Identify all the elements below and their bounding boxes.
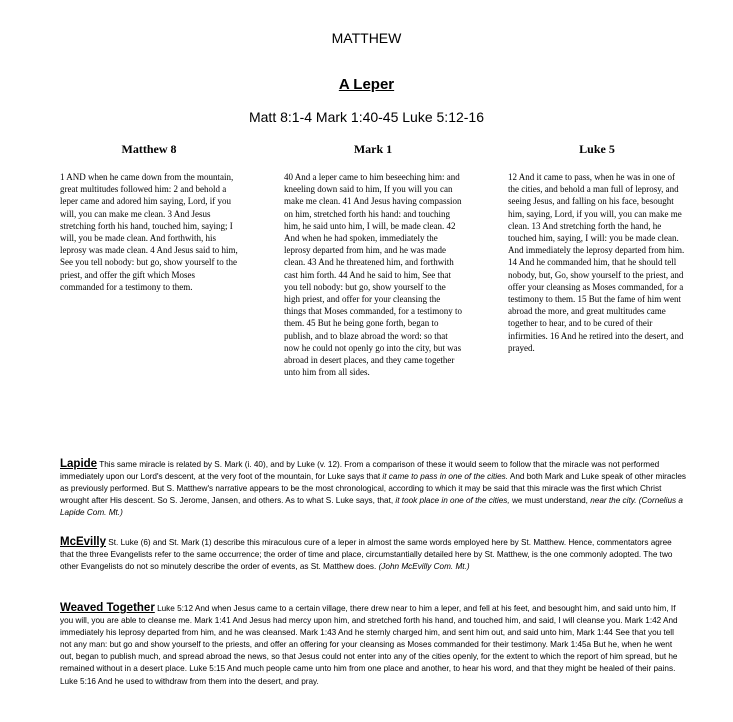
- commentary-weaved-together: [60, 602, 686, 688]
- commentary-text: Luke 5:12 And when Jesus came to a certain village, there drew near to him a leper, and fell at his feet, and besought him, and said unto him, If you will, you are able to cleanse me. Mark 1:41 And Jesus had mercy upon him, and stretched forth his hand, and touched him, and said, I will cleanse you. Mark 1:42 And immediately his leprosy departed from him, and he was cleansed. Mark 1:43 And he sternly charged him, and sent him out, and said unto him, Mark 1:44 See that you tell not any man: but go and show yourself to the priests, and offer an offering for your cleansing as Moses commanded for their testimony. Mark 1:45a But he, when he went out, began to publish much, and spread abroad the news, so that Jesus could not enter into any of the cities openly, for the extent to which the report of him spread, but he remained without in a desert place. Luke 5:15 And much people came unto him from one place and another, to hear his word, and that they might be healed of their pains. Luke 5:16 And he used to withdraw from them into the desert, and pray.: [60, 604, 678, 686]
- column-heading: Matthew 8: [121, 142, 177, 156]
- luke-column: [508, 142, 686, 354]
- scripture-references: Matt 8:1-4 Mark 1:40-45 Luke 5:12-16: [248, 109, 485, 125]
- column-text: 12 And it came to pass, when he was in one of the cities, and behold a man full of leprosy, and seeing Jesus, and falling on his face, besought him, saying, Lord, if you will, you can make me clean. 13 And stretching forth the hand, he touched him, saying, I will: you be made clean. And immediately the leprosy departed from him. 14 And he commanded him, that he should tell nobody, but, Go, show yourself to the priest, and offer your cleansing as Moses commanded, for a testimony to them. 15 But the fame of him went abroad the more, and great multitudes came together to hear, and to be cured of their infirmities. 16 And he retired into the desert, and prayed.: [508, 172, 685, 353]
- column-heading: Mark 1: [353, 142, 393, 156]
- commentary-lapide: [60, 458, 686, 519]
- matthew-column: [60, 142, 238, 293]
- commentary-label: McEvilly: [60, 536, 107, 548]
- commentary-italic: it took place in one of the cities,: [395, 496, 510, 506]
- commentary-label: Lapide: [60, 458, 98, 470]
- commentary-italic: near the city. (Cornelius a Lapide Com. Mt.): [60, 496, 683, 518]
- commentary-mcevilly: [60, 536, 686, 573]
- commentary-text: This same miracle is related by S. Mark (i. 40), and by Luke (v. 12). From a comparison of these it would seem to follow that the miracle was not performed immediately upon our Lord's descent, at the very foot of the mountain, for Luke says that: [60, 460, 660, 482]
- commentary-text: we must understand,: [509, 496, 591, 506]
- commentary-text: St. Luke (6) and St. Mark (1) describe this miraculous cure of a leper in almost the same words employed here by St. Matthew. Hence, commentators agree that the three Evangelists refer to the same occurrence; the order of time and place, circumstantially detailed here by St. Matthew, is the one commonly adopted. The two other Evangelists do not so minutely describe the order of events, as St. Matthew does.: [60, 538, 673, 572]
- commentary-italic: (John McEvilly Com. Mt.): [378, 562, 470, 572]
- book-title: MATTHEW: [331, 30, 402, 46]
- column-text: 40 And a leper came to him beseeching him: and kneeling down said to him, If you will you can make me clean. 41 And Jesus having compassion on him, stretched forth his hand: and touching him, he said unto him, I will, be made clean. 42 And when he had spoken, immediately the leprosy departed from him, and he was made clean. 43 And he threatened him, and forthwith cast him forth. 44 And he said to him, See that you tell nobody: but go, show yourself to the high priest, and offer for your cleansing the things that Moses commanded, for a testimony to them. 45 But he being gone forth, began to publish, and to blaze abroad the word: so that now he could not openly go into the city, but was abroad in desert places, and they came together unto him from all sides.: [284, 172, 462, 378]
- mark-column: [284, 142, 462, 378]
- commentary-italic: it came to pass in one of the cities.: [382, 472, 509, 482]
- commentary-text: And both Mark and Luke speak of other miracles as previously performed. But S. Matthew's narrative appears to be the most chronological, according to which it may be said that this miracle was the first which Christ wrought after His descent. So S. Jerome, Jansen, and others. As to what S. Luke says, that,: [60, 472, 686, 506]
- column-text: 1 AND when he came down from the mountain, great multitudes followed him: 2 and behold a leper came and adored him saying, Lord, if you will, you can make me clean. 3 And Jesus stretching forth his hand, touched him, saying; I will, you be made clean. And forthwith, his leprosy was made clean. 4 And Jesus said to him, See you tell nobody: but go, show yourself to the priest, and offer the gift which Moses commanded for a testimony to them.: [60, 172, 238, 292]
- passage-title: A Leper: [338, 76, 395, 93]
- column-heading: Luke 5: [579, 142, 615, 156]
- commentary-label: Weaved Together: [60, 602, 155, 614]
